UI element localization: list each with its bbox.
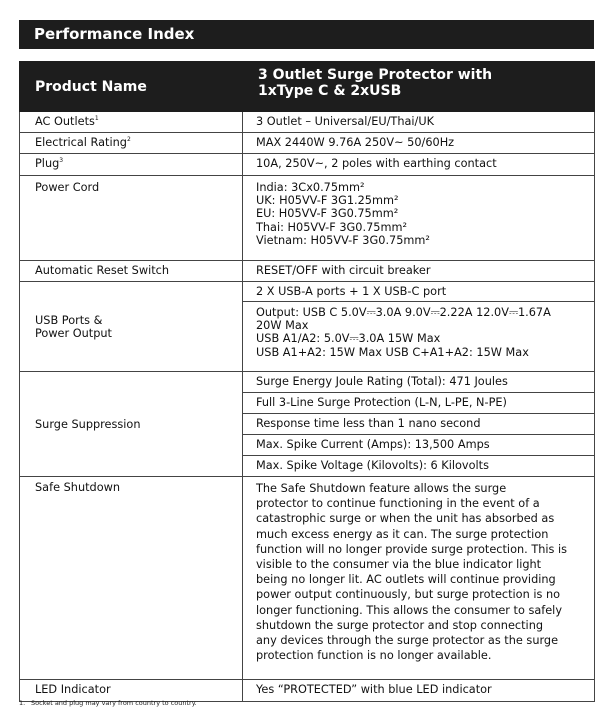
surge-item-cell: [243, 435, 595, 456]
power-cord-value-cell: [243, 176, 595, 261]
table-row-power-cord: [20, 176, 595, 261]
table-row-plug: [20, 154, 595, 176]
power-cord-line: Thai: H05VV-F 3G0.75mm²: [256, 220, 407, 234]
header-product-name-label: Product Name: [35, 79, 147, 95]
surge-item-cell: [243, 372, 595, 393]
surge-item-cell: [243, 414, 595, 435]
surge-item: Max. Spike Current (Amps): 13,500 Amps: [256, 438, 490, 451]
plug-value: 10A, 250V~, 2 poles with earthing contact: [256, 157, 497, 170]
safe-shutdown-line: protector to continue functioning in the event of a: [256, 497, 540, 511]
table-row-ac-outlets: [20, 112, 595, 133]
section-title: Performance Index: [34, 25, 195, 43]
product-name-line-2: 1xType C & 2xUSB: [258, 83, 402, 99]
surge-item: Max. Spike Voltage (Kilovolts): 6 Kilovolts: [256, 459, 489, 472]
table-row-safe-shutdown: [20, 477, 595, 680]
ac-outlets-footnote-mark: 1: [94, 115, 99, 122]
safe-shutdown-line: visible to the consumer via the blue indicator light: [256, 558, 542, 572]
safe-shutdown-line: being no longer lit. AC outlets will continue providing: [256, 573, 556, 587]
table-row-surge-1: [20, 372, 595, 393]
reset-switch-label: Automatic Reset Switch: [35, 264, 170, 277]
power-cord-line: Vietnam: H05VV-F 3G0.75mm²: [256, 233, 430, 247]
led-indicator-label: LED Indicator: [35, 683, 111, 696]
plug-label: Plug: [35, 157, 60, 170]
surge-label: Surge Suppression: [35, 417, 141, 431]
surge-item: Full 3-Line Surge Protection (L-N, L-PE, N-PE): [256, 396, 507, 409]
table-row-electrical-rating: [20, 133, 595, 154]
header-product-name-cell: [20, 62, 243, 112]
electrical-rating-value: MAX 2440W 9.76A 250V~ 50/60Hz: [256, 136, 455, 149]
reset-switch-label-cell: [20, 261, 243, 282]
ac-outlets-value: 3 Outlet – Universal/EU/Thai/UK: [256, 115, 435, 128]
safe-shutdown-value-cell: [243, 477, 595, 680]
table-row-reset-switch: [20, 261, 595, 282]
power-cord-label: Power Cord: [35, 181, 100, 194]
safe-shutdown-line: function will no longer provide surge protection. This is: [256, 542, 568, 556]
footnote-text: Socket and plug may vary from country to country.: [31, 699, 197, 707]
reset-switch-value: RESET/OFF with circuit breaker: [256, 264, 431, 277]
header-product-value-cell: [243, 62, 595, 112]
power-cord-line: India: 3Cx0.75mm²: [256, 181, 365, 194]
electrical-rating-label: Electrical Rating: [35, 136, 127, 149]
usb-label-cell: [20, 282, 243, 372]
safe-shutdown-line: shutdown the surge protector and stop connecting: [256, 618, 544, 632]
electrical-rating-value-cell: [243, 133, 595, 154]
surge-item-cell: [243, 456, 595, 477]
plug-footnote-mark: 3: [59, 157, 64, 164]
usb-ports-value-cell: [243, 282, 595, 302]
power-cord-line: UK: H05VV-F 3G1.25mm²: [256, 194, 399, 208]
safe-shutdown-label: Safe Shutdown: [35, 481, 121, 494]
section-title-bar: [19, 20, 594, 49]
performance-index-table: [19, 61, 595, 702]
usb-output-line: USB A1+A2: 15W Max USB C+A1+A2: 15W Max: [256, 345, 529, 359]
usb-label-line-1: USB Ports &: [35, 313, 103, 327]
usb-label-line-2: Power Output: [35, 327, 112, 340]
surge-item-cell: [243, 393, 595, 414]
power-cord-label-cell: [20, 176, 243, 261]
safe-shutdown-line: any devices through the surge protector as the surge: [256, 634, 559, 648]
surge-item: Response time less than 1 nano second: [256, 417, 481, 430]
usb-output-line: USB A1/A2: 5.0V⎓3.0A 15W Max: [256, 332, 441, 346]
safe-shutdown-line: The Safe Shutdown feature allows the surge: [256, 482, 507, 495]
ac-outlets-value-cell: [243, 112, 595, 133]
footnote: [19, 699, 197, 707]
product-name-line-1: 3 Outlet Surge Protector with: [258, 67, 493, 83]
led-indicator-value-cell: [243, 680, 595, 702]
ac-outlets-label-cell: [20, 112, 243, 133]
ac-outlets-label: AC Outlets: [35, 115, 95, 128]
plug-value-cell: [243, 154, 595, 176]
safe-shutdown-line: much excess energy as it can. The surge protection: [256, 527, 549, 541]
safe-shutdown-line: catastrophic surge or when the unit has absorbed as: [256, 512, 555, 526]
usb-output-line: 20W Max: [256, 319, 309, 333]
usb-output-line: Output: USB C 5.0V⎓3.0A 9.0V⎓2.22A 12.0V⎓1.67A: [256, 306, 551, 319]
electrical-rating-footnote-mark: 2: [126, 136, 131, 143]
safe-shutdown-line: protection function is no longer available.: [256, 649, 492, 663]
table-row-usb-ports: [20, 282, 595, 302]
usb-output-value-cell: [243, 302, 595, 372]
reset-switch-value-cell: [243, 261, 595, 282]
power-cord-line: EU: H05VV-F 3G0.75mm²: [256, 207, 399, 221]
led-indicator-value: Yes “PROTECTED” with blue LED indicator: [256, 683, 492, 696]
plug-label-cell: [20, 154, 243, 176]
safe-shutdown-line: power output continuously, but surge protection is no: [256, 588, 561, 602]
footnote-number: 1.: [19, 699, 26, 707]
surge-item: Surge Energy Joule Rating (Total): 471 Joules: [256, 375, 508, 388]
surge-label-cell: [20, 372, 243, 477]
usb-ports-value: 2 X USB-A ports + 1 X USB-C port: [256, 285, 447, 298]
table-header-row: [20, 62, 595, 112]
safe-shutdown-label-cell: [20, 477, 243, 680]
safe-shutdown-line: longer functioning. This allows the consumer to safely: [256, 603, 563, 617]
electrical-rating-label-cell: [20, 133, 243, 154]
